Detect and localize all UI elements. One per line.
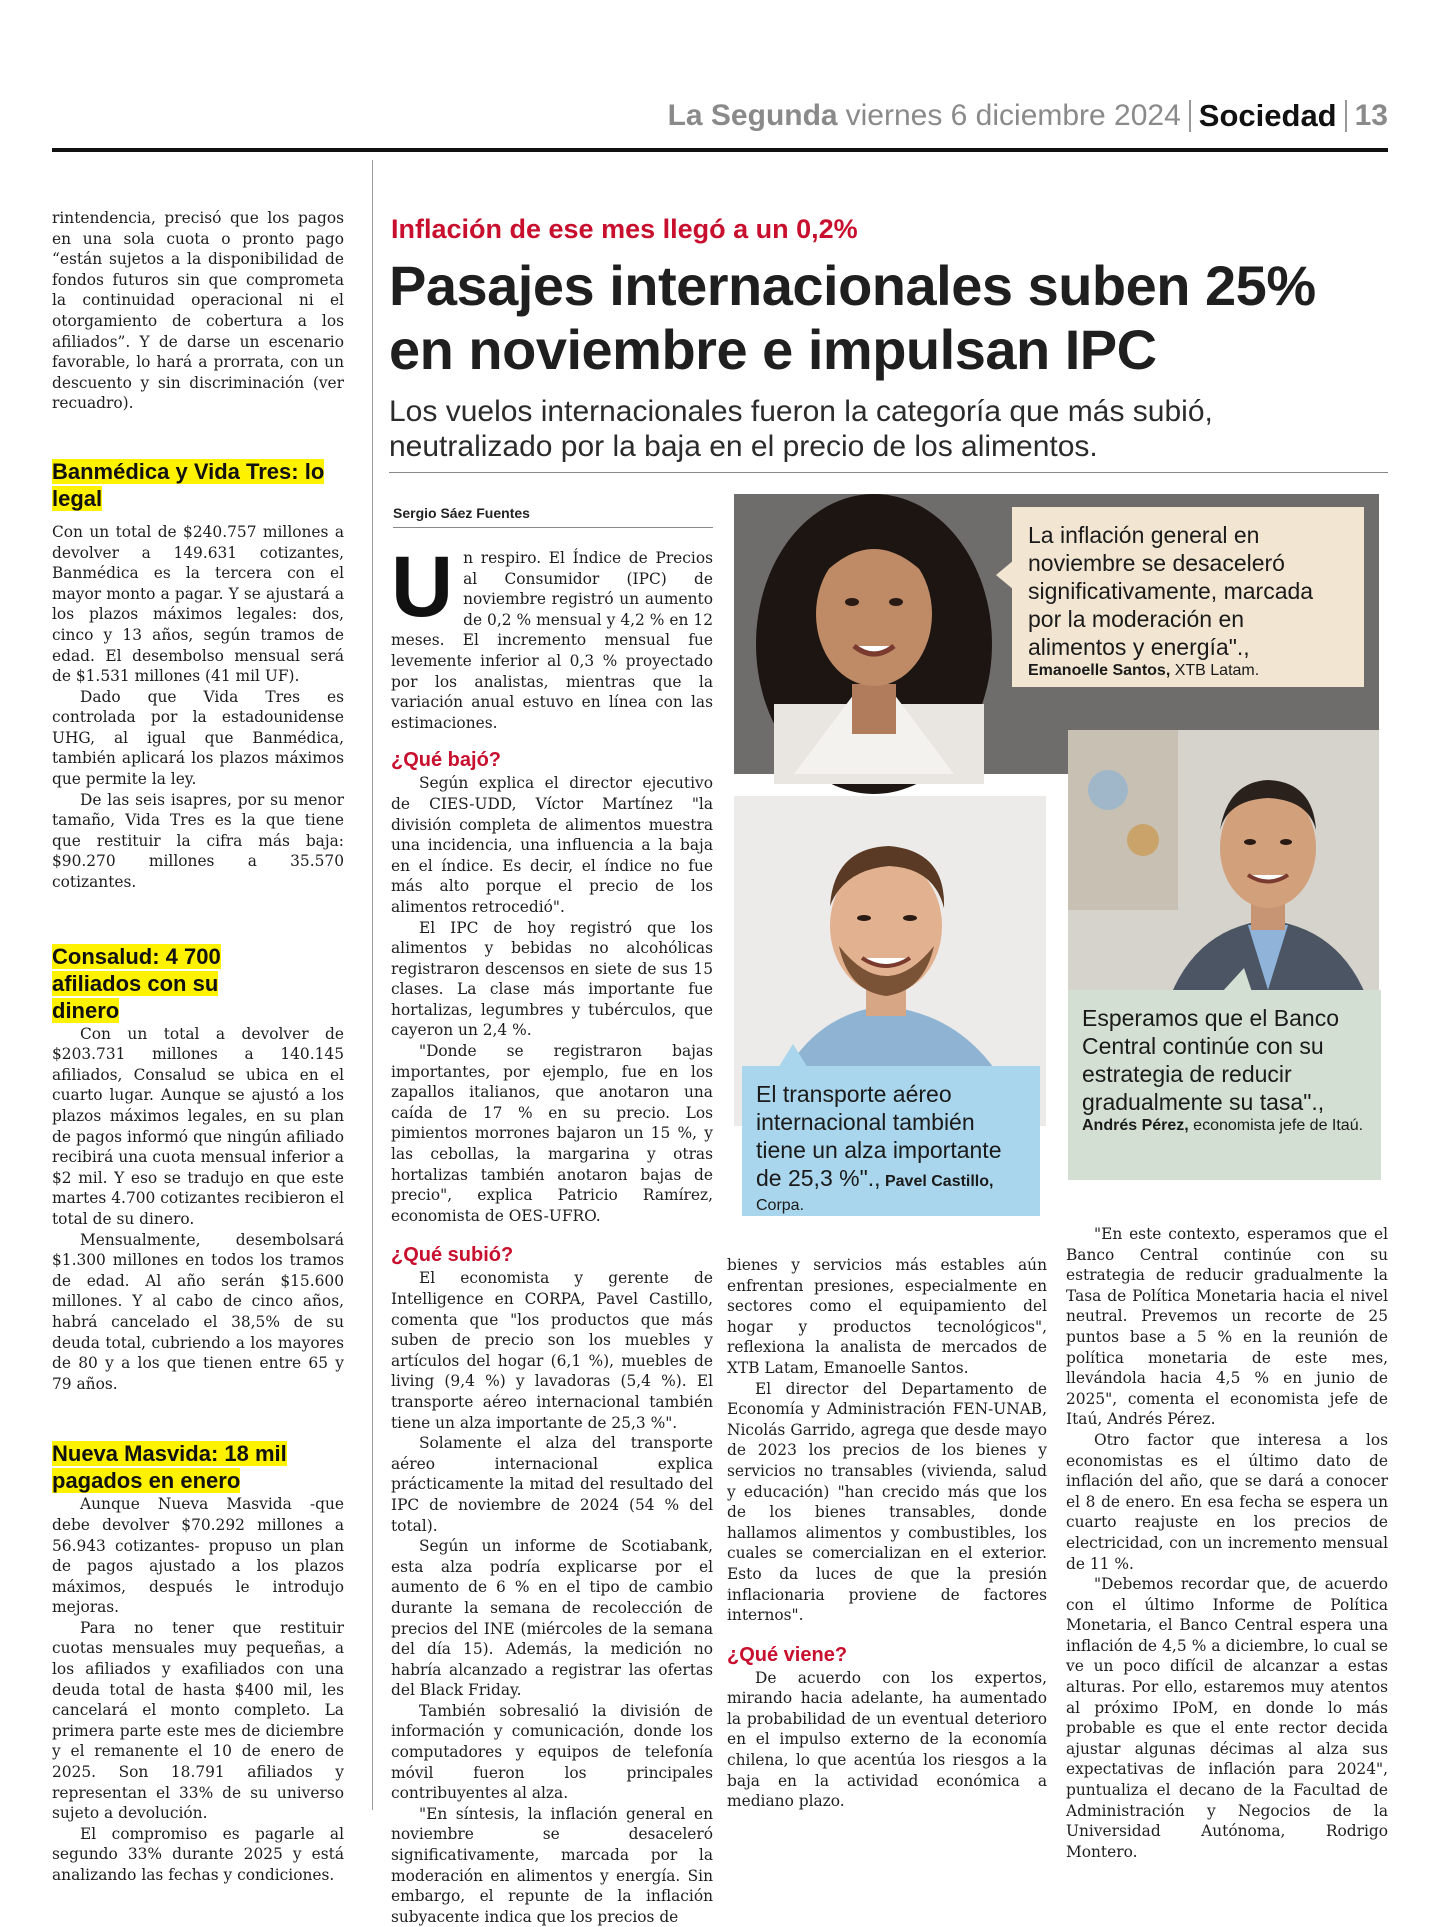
- article-column-3: [1066, 1224, 1388, 1862]
- quote-speaker: Andrés Pérez,: [1082, 1117, 1189, 1134]
- section-heading-que-viene: ¿Qué viene?: [727, 1643, 848, 1666]
- speech-bubble-tail: [1222, 968, 1252, 992]
- article-kicker: Inflación de ese mes llegó a un 0,2%: [391, 214, 858, 244]
- banmedica-paragraph: De las seis isapres, por su menor tamaño, Vida Tres es la que tiene que restituir la cifra más baja: $90.270 millones a 35.570 cotizantes.: [52, 790, 344, 892]
- consalud-paragraph: Con un total a devolver de $203.731 millones a 140.145 afiliados, Consalud se ubica en el cuarto lugar. Aunque se ajustó a los plazos máximos legales, en su plan de pagos informó que ningún afiliado recibirá una cuota mensual inferior a $2 mil. Y eso se tradujo en que este martes 4.700 cotizantes recibieron el total de su dinero.: [52, 1024, 344, 1228]
- body-paragraph: Solamente el alza del transporte aéreo internacional explica prácticamente la mitad del resultado del IPC de noviembre de 2024 (54 % del total).: [391, 1434, 713, 1535]
- speech-bubble-tail: [778, 1044, 808, 1068]
- body-paragraph: "En este contexto, esperamos que el Banco Central continúe con su estrategia de reducir gradualmente la Tasa de Política Monetaria hacia el nivel neutral. Prevemos un recorte de 25 puntos base a 5 % en la reunión de política monetaria de este mes, llevándola hacia 4,5 % en junio de 2025", comenta el economista jefe de Itaú, Andrés Pérez.: [1066, 1225, 1388, 1429]
- quote-attribution: [1028, 661, 1348, 681]
- consalud-subheading: Consalud: 4 700 afiliados con su dinero: [52, 943, 221, 1023]
- masvida-paragraph: Aunque Nueva Masvida -que debe devolver $70.292 millones a 56.943 cotizantes- propuso un plan de pagos ajustado a los plazos máximos, después le introdujo mejoras.: [52, 1495, 344, 1617]
- body-paragraph: "Donde se registraron bajas importantes, por ejemplo, fue en los zapallos italianos, que anotaron una caída de 17 % en su precio. Los pimientos morrones bajaron un 15 %, y las cebollas, la margarina y otras hortalizas también anotaron bajas de precio", explica Patricio Ramírez, economista de OES-UFRO.: [391, 1042, 713, 1225]
- newspaper-name: La Segunda: [667, 99, 838, 132]
- article-headline: Pasajes internacionales suben 25% en noviembre e impulsan IPC: [389, 254, 1316, 381]
- section-heading-que-subio: ¿Qué subió?: [391, 1244, 514, 1267]
- pull-quote-castillo: [742, 1066, 1040, 1216]
- quote-speaker: Pavel Castillo,: [880, 1173, 994, 1190]
- pull-quote-perez: [1068, 990, 1381, 1180]
- deck-divider: [389, 472, 1388, 473]
- section-name: Sociedad: [1198, 98, 1337, 133]
- left-column: [52, 208, 344, 1886]
- issue-date: viernes 6 diciembre 2024: [845, 99, 1181, 132]
- banmedica-paragraph: Con un total de $240.757 millones a devolver a 149.631 cotizantes, Banmédica es la tercera con el mayor monto a pagar. Y se ajustará a los plazos máximos legales: dos, cinco y 13 años, según tramos de edad. El desembolso mensual será de $1.531 millones (41 mil UF).: [52, 522, 344, 686]
- body-paragraph: El director del Departamento de Economía y Administración FEN-UNAB, Nicolás Garrido, agrega que desde mayo de 2023 los precios de los bienes y servicios no transables (vivienda, salud y educación) "han crecido más que los de los bienes transables, donde hallamos alimentos y combustibles, los cuales se comercializan en el exterior. Esto da luces de que la presión inflacionaria proviene de factores internos".: [727, 1379, 1047, 1625]
- section-heading-que-bajo: ¿Qué bajó?: [391, 749, 501, 772]
- masvida-paragraph: El compromiso es pagarle al segundo 33% durante 2025 y está analizando las fechas y condiciones.: [52, 1824, 344, 1884]
- masthead-line: [668, 98, 1388, 134]
- masvida-subheading: Nueva Masvida: 18 mil pagados en enero: [52, 1441, 287, 1494]
- consalud-paragraph: Mensualmente, desembolsará $1.300 millones en todos los tramos de edad. Al año serán $15.600 millones. Y al cabo de cinco años, habrá cancelado el 38,5% de su deuda total, cubriendo a los mayores de 80 y a los que tienen entre 65 y 79 años.: [52, 1230, 344, 1393]
- quote-text: El transporte aéreo internacional también tiene un alza importante de 25,3 %"., Pavel Castillo,: [756, 1081, 1002, 1191]
- body-paragraph: Según un informe de Scotiabank, esta alza podría explicarse por el aumento de 6 % en el tipo de cambio durante la semana de recolección de precios del INE (miércoles de la semana del día 15). Además, la medición no habría alcanzado a registrar las ofertas del Black Friday.: [391, 1537, 713, 1700]
- pull-quote-santos: [1012, 507, 1364, 687]
- quote-text: La inflación general en noviembre se desaceleró significativamente, marcada por la moderación en alimentos y energía".,: [1028, 522, 1314, 660]
- body-paragraph: De acuerdo con los expertos, mirando hacia adelante, ha aumentado la probabilidad de un eventual deterioro en el impulso externo de la economía chilena, lo que acentúa los riesgos a la baja en la actividad económica a mediano plazo.: [727, 1668, 1047, 1811]
- body-paragraph: También sobresalió la división de información y comunicación, donde los computadores y equipos de telefonía móvil fueron los principales contribuyentes al alza.: [391, 1701, 713, 1803]
- left-intro-paragraph: rintendencia, precisó que los pagos en una sola cuota o pronto pago “están sujetos a la disponibilidad de fondos futuros sin que comprometa la continuidad operacional ni el otorgamiento de cobertura a los afiliados”. Y de darse un escenario favorable, lo hará a prorrata, con un descuento y sin discriminación (ver recuadro).: [52, 209, 344, 413]
- article-byline: Sergio Sáez Fuentes: [393, 505, 713, 528]
- body-paragraph: "En síntesis, la inflación general en noviembre se desaceleró significativamente, marcada por la moderación en alimentos y energía. Sin embargo, el repunte de la inflación subyacente indica que los precios de: [391, 1804, 713, 1926]
- masthead: [52, 92, 1388, 152]
- drop-cap: U: [391, 539, 454, 635]
- quote-affiliation: Corpa.: [756, 1197, 805, 1214]
- page-number: 13: [1354, 99, 1388, 132]
- masthead-divider: [1345, 100, 1347, 132]
- speech-bubble-tail: [996, 560, 1014, 590]
- lead-paragraph: n respiro. El Índice de Precios al Consumidor (IPC) de noviembre registró un aumento de 0,2 % mensual y 4,2 % en 12 meses. El incremento mensual fue levemente inferior al 0,3 % proyectado por los analistas, mientras que la variación anual estuvo en línea con las estimaciones.: [391, 549, 713, 732]
- body-paragraph: "Debemos recordar que, de acuerdo con el último Informe de Política Monetaria, el Banco Central espera una inflación de 4,5 % a diciembre, lo cual se ve un poco difícil de alcanzar a estas alturas. Por ello, estaremos muy atentos al próximo IPoM, en donde lo más probable es que el ente rector decida ajustar algunas décimas al alza sus expectativas de inflación para 2024", puntualiza el decano de la Facultad de Administración y Negocios de la Universidad Autónoma, Rodrigo Montero.: [1066, 1575, 1388, 1861]
- body-paragraph: El IPC de hoy registró que los alimentos y bebidas no alcohólicas registraron descensos en siete de sus 15 clases. La clase más importante fue hortalizas, legumbres y tubérculos, que cayeron un 2,4 %.: [391, 918, 713, 1040]
- quote-affiliation: XTB Latam.: [1170, 662, 1260, 679]
- article-deck: Los vuelos internacionales fueron la categoría que más subió, neutralizado por la baja en el precio de los alimentos.: [389, 395, 1213, 463]
- quote-attribution: [1082, 1116, 1367, 1136]
- column-divider: [372, 160, 373, 1810]
- banmedica-paragraph: Dado que Vida Tres es controlada por la estadounidense UHG, al igual que Banmédica, también aplicará los plazos máximos que permite la ley.: [52, 687, 344, 789]
- article-column-2: [727, 1255, 1047, 1812]
- banmedica-subheading: Banmédica y Vida Tres: lo legal: [52, 458, 325, 511]
- body-paragraph: El economista y gerente de Intelligence en CORPA, Pavel Castillo, comenta que "los productos que más suben de precio son los muebles y artículos del hogar (6,1 %), muebles de living (9,4 %) y lavadoras (5,4 %). El transporte aéreo internacional también tiene un alza importante de 25,3 %".: [391, 1269, 713, 1432]
- article-column-1: [391, 539, 713, 1927]
- body-paragraph: bienes y servicios más estables aún enfrentan presiones, especialmente en sectores como el equipamiento del hogar y productos tecnológicos", reflexiona la analista de mercados de XTB Latam, Emanoelle Santos.: [727, 1256, 1047, 1377]
- quote-affiliation: economista jefe de Itaú.: [1188, 1117, 1364, 1134]
- body-paragraph: Otro factor que interesa a los economistas es el último dato de inflación del año, que se dará a conocer el 8 de enero. En esa fecha se espera un cuarto reajuste en los precios de electricidad, con un incremento mensual de 11 %.: [1066, 1430, 1388, 1573]
- quote-text: Esperamos que el Banco Central continúe con su estrategia de reducir gradualmente su tasa".,: [1082, 1005, 1339, 1115]
- body-paragraph: Según explica el director ejecutivo de CIES-UDD, Víctor Martínez "la división completa de alimentos muestra una incidencia, una influencia a la baja en el índice. Es decir, el índice no fue más alto porque el precio de los alimentos retrocedió".: [391, 774, 713, 916]
- masvida-paragraph: Para no tener que restituir cuotas mensuales muy pequeñas, a los afiliados y exafiliados con una deuda total de hasta $400 mil, les cancelará el monto completo. La primera parte este mes de diciembre y el remanente el 10 de enero de 2025. Son 18.791 afiliados y representan el 33% de su universo sujeto a devolución.: [52, 1618, 344, 1823]
- quote-speaker: Emanoelle Santos,: [1028, 662, 1171, 679]
- masthead-divider: [1189, 100, 1191, 132]
